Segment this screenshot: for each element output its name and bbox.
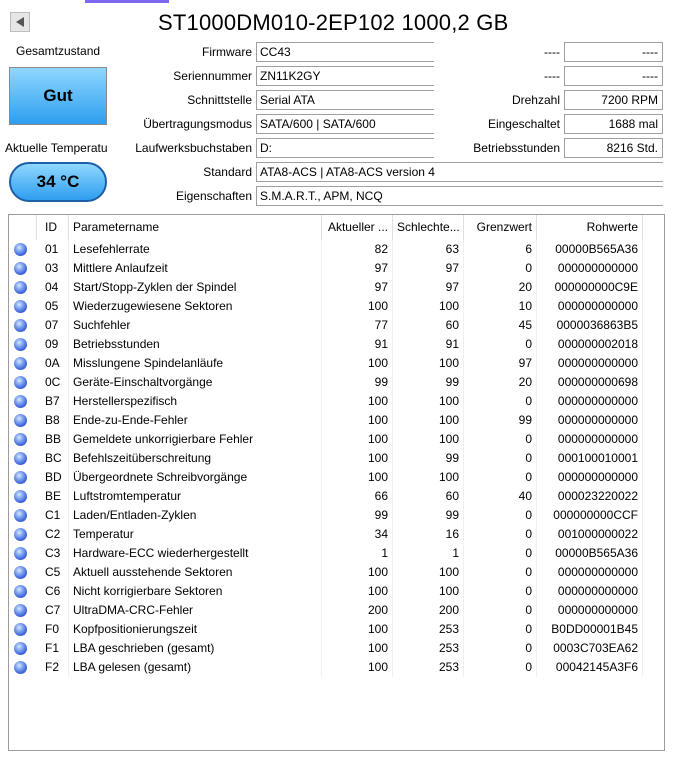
cell-id: 01	[37, 240, 69, 259]
cell-id: C3	[37, 544, 69, 563]
cell-current: 1	[322, 544, 393, 563]
cell-id: 07	[37, 316, 69, 335]
table-row[interactable]	[9, 297, 649, 316]
table-row[interactable]	[9, 335, 649, 354]
unknown-field-1: ----	[564, 42, 663, 62]
cell-id: F1	[37, 639, 69, 658]
cell-worst: 100	[393, 392, 464, 411]
cell-id: BE	[37, 487, 69, 506]
cell-raw-values: 000000000000	[537, 354, 643, 373]
cell-worst: 60	[393, 316, 464, 335]
cell-parameter-name: Suchfehler	[69, 316, 322, 335]
status-dot-icon	[14, 243, 27, 256]
cell-current: 100	[322, 411, 393, 430]
status-dot-icon	[14, 319, 27, 332]
cell-raw-values: 000000000000	[537, 582, 643, 601]
status-dot-icon	[14, 661, 27, 674]
cell-worst: 100	[393, 411, 464, 430]
cell-worst: 99	[393, 373, 464, 392]
drive-letter-label: Laufwerksbuchstaben	[135, 141, 252, 155]
column-parameter-name[interactable]: Parametername	[69, 215, 322, 240]
status-dot-icon	[14, 262, 27, 275]
window-accent-bar	[85, 0, 169, 3]
cell-current: 100	[322, 468, 393, 487]
cell-current: 66	[322, 487, 393, 506]
cell-worst: 91	[393, 335, 464, 354]
cell-worst: 16	[393, 525, 464, 544]
cell-threshold: 0	[464, 601, 537, 620]
status-dot-icon	[14, 452, 27, 465]
cell-current: 200	[322, 601, 393, 620]
column-raw-values[interactable]: Rohwerte	[537, 215, 643, 240]
cell-parameter-name: Misslungene Spindelanläufe	[69, 354, 322, 373]
table-row[interactable]	[9, 240, 649, 259]
cell-threshold: 97	[464, 354, 537, 373]
cell-threshold: 0	[464, 582, 537, 601]
cell-parameter-name: Mittlere Anlaufzeit	[69, 259, 322, 278]
cell-threshold: 0	[464, 620, 537, 639]
cell-id: 04	[37, 278, 69, 297]
serial-field: ZN11K2GY	[256, 66, 434, 86]
column-worst[interactable]: Schlechte...	[393, 215, 464, 240]
firmware-label: Firmware	[202, 45, 252, 59]
cell-worst: 100	[393, 297, 464, 316]
cell-id: C5	[37, 563, 69, 582]
drive-letter-field: D:	[256, 138, 434, 158]
cell-current: 97	[322, 278, 393, 297]
cell-threshold: 0	[464, 563, 537, 582]
interface-field: Serial ATA	[256, 90, 434, 110]
cell-worst: 99	[393, 506, 464, 525]
status-dot-icon	[14, 357, 27, 370]
status-dot-icon	[14, 604, 27, 617]
unknown-label-2: ----	[544, 69, 560, 83]
cell-worst: 97	[393, 278, 464, 297]
cell-raw-values: 000000000000	[537, 411, 643, 430]
cell-parameter-name: Hardware-ECC wiederhergestellt	[69, 544, 322, 563]
health-status-button[interactable]: Gut	[9, 67, 107, 125]
cell-threshold: 99	[464, 411, 537, 430]
cell-id: 09	[37, 335, 69, 354]
cell-id: BD	[37, 468, 69, 487]
cell-raw-values: 000000000000	[537, 430, 643, 449]
status-dot-icon	[14, 585, 27, 598]
cell-raw-values: 0003C703EA62	[537, 639, 643, 658]
table-row[interactable]	[9, 639, 649, 658]
status-dot-icon	[14, 509, 27, 522]
cell-threshold: 45	[464, 316, 537, 335]
firmware-field: CC43	[256, 42, 434, 62]
cell-worst: 100	[393, 430, 464, 449]
cell-id: 0A	[37, 354, 69, 373]
table-row[interactable]	[9, 658, 649, 677]
table-row[interactable]	[9, 316, 649, 335]
cell-worst: 63	[393, 240, 464, 259]
table-row[interactable]	[9, 411, 649, 430]
cell-current: 99	[322, 506, 393, 525]
cell-id: 0C	[37, 373, 69, 392]
table-row[interactable]	[9, 278, 649, 297]
table-row[interactable]	[9, 354, 649, 373]
cell-id: C2	[37, 525, 69, 544]
cell-current: 97	[322, 259, 393, 278]
cell-current: 100	[322, 658, 393, 677]
cell-threshold: 40	[464, 487, 537, 506]
cell-worst: 253	[393, 639, 464, 658]
cell-parameter-name: Lesefehlerrate	[69, 240, 322, 259]
cell-id: C7	[37, 601, 69, 620]
cell-worst: 99	[393, 449, 464, 468]
cell-threshold: 0	[464, 430, 537, 449]
cell-threshold: 0	[464, 468, 537, 487]
cell-parameter-name: Wiederzugewiesene Sektoren	[69, 297, 322, 316]
table-row[interactable]	[9, 620, 649, 639]
cell-raw-values: 000000000CCF	[537, 506, 643, 525]
status-dot-icon	[14, 395, 27, 408]
cell-id: BB	[37, 430, 69, 449]
cell-raw-values: 000023220022	[537, 487, 643, 506]
column-threshold[interactable]: Grenzwert	[464, 215, 537, 240]
table-row[interactable]	[9, 601, 649, 620]
status-dot-icon	[14, 566, 27, 579]
cell-raw-values: 000000000000	[537, 259, 643, 278]
cell-current: 100	[322, 430, 393, 449]
table-row[interactable]	[9, 487, 649, 506]
table-row[interactable]	[9, 525, 649, 544]
standard-field: ATA8-ACS | ATA8-ACS version 4	[256, 162, 663, 182]
cell-worst: 253	[393, 620, 464, 639]
cell-threshold: 0	[464, 639, 537, 658]
status-dot-icon	[14, 414, 27, 427]
cell-parameter-name: Gemeldete unkorrigierbare Fehler	[69, 430, 322, 449]
health-label: Gesamtzustand	[16, 44, 101, 58]
cell-current: 100	[322, 563, 393, 582]
cell-raw-values: 00000B565A36	[537, 240, 643, 259]
cell-worst: 100	[393, 468, 464, 487]
cell-parameter-name: LBA gelesen (gesamt)	[69, 658, 322, 677]
features-field: S.M.A.R.T., APM, NCQ	[256, 186, 663, 206]
status-dot-icon	[14, 642, 27, 655]
status-dot-icon	[14, 338, 27, 351]
status-dot-icon	[14, 433, 27, 446]
cell-raw-values: 000000000000	[537, 392, 643, 411]
cell-worst: 100	[393, 563, 464, 582]
cell-threshold: 0	[464, 525, 537, 544]
cell-parameter-name: Temperatur	[69, 525, 322, 544]
table-row[interactable]	[9, 506, 649, 525]
standard-label: Standard	[203, 165, 252, 179]
cell-parameter-name: Laden/Entladen-Zyklen	[69, 506, 322, 525]
cell-threshold: 20	[464, 373, 537, 392]
cell-id: F2	[37, 658, 69, 677]
previous-disk-button[interactable]	[10, 12, 30, 32]
cell-id: B8	[37, 411, 69, 430]
cell-threshold: 0	[464, 506, 537, 525]
temperature-button[interactable]: 34 °C	[9, 162, 107, 202]
smart-table[interactable]	[8, 214, 665, 751]
cell-parameter-name: LBA geschrieben (gesamt)	[69, 639, 322, 658]
cell-worst: 100	[393, 582, 464, 601]
cell-threshold: 10	[464, 297, 537, 316]
rotation-label: Drehzahl	[511, 93, 560, 107]
cell-threshold: 0	[464, 259, 537, 278]
cell-threshold: 0	[464, 658, 537, 677]
cell-threshold: 0	[464, 544, 537, 563]
table-row[interactable]	[9, 449, 649, 468]
table-row[interactable]	[9, 563, 649, 582]
cell-threshold: 0	[464, 449, 537, 468]
cell-threshold: 0	[464, 335, 537, 354]
status-dot-icon	[14, 623, 27, 636]
cell-parameter-name: Aktuell ausstehende Sektoren	[69, 563, 322, 582]
column-id[interactable]: ID	[37, 215, 69, 240]
power-on-count-label: Eingeschaltet	[487, 117, 560, 131]
status-dot-icon	[14, 300, 27, 313]
cell-id: 05	[37, 297, 69, 316]
table-row[interactable]	[9, 430, 649, 449]
rotation-field: 7200 RPM	[564, 90, 663, 110]
status-dot-icon	[14, 471, 27, 484]
column-current[interactable]: Aktueller ...	[322, 215, 393, 240]
cell-parameter-name: Kopfpositionierungszeit	[69, 620, 322, 639]
cell-worst: 100	[393, 354, 464, 373]
cell-raw-values: 00042145A3F6	[537, 658, 643, 677]
cell-raw-values: 0000036863B5	[537, 316, 643, 335]
table-row[interactable]	[9, 468, 649, 487]
cell-raw-values: 000100010001	[537, 449, 643, 468]
cell-worst: 253	[393, 658, 464, 677]
unknown-label-1: ----	[544, 45, 560, 59]
cell-threshold: 0	[464, 392, 537, 411]
cell-current: 100	[322, 354, 393, 373]
cell-raw-values: 001000000022	[537, 525, 643, 544]
cell-id: C6	[37, 582, 69, 601]
cell-parameter-name: Befehlszeitüberschreitung	[69, 449, 322, 468]
power-on-hours-label: Betriebsstunden	[473, 141, 560, 155]
cell-parameter-name: Start/Stopp-Zyklen der Spindel	[69, 278, 322, 297]
cell-current: 100	[322, 297, 393, 316]
power-on-count-field: 1688 mal	[564, 114, 663, 134]
status-dot-icon	[14, 490, 27, 503]
cell-current: 100	[322, 582, 393, 601]
features-label: Eigenschaften	[175, 189, 252, 203]
cell-raw-values: 000000000698	[537, 373, 643, 392]
cell-current: 100	[322, 392, 393, 411]
cell-raw-values: 000000000000	[537, 563, 643, 582]
power-on-hours-field: 8216 Std.	[564, 138, 663, 158]
disk-title: ST1000DM010-2EP102 1000,2 GB	[158, 10, 509, 35]
cell-parameter-name: Übergeordnete Schreibvorgänge	[69, 468, 322, 487]
table-row[interactable]	[9, 392, 649, 411]
status-dot-icon	[14, 547, 27, 560]
serial-label: Seriennummer	[173, 69, 252, 83]
cell-current: 91	[322, 335, 393, 354]
status-dot-icon	[14, 376, 27, 389]
cell-parameter-name: Nicht korrigierbare Sektoren	[69, 582, 322, 601]
table-row[interactable]	[9, 582, 649, 601]
cell-raw-values: 000000002018	[537, 335, 643, 354]
cell-current: 34	[322, 525, 393, 544]
table-row[interactable]	[9, 259, 649, 278]
cell-current: 100	[322, 620, 393, 639]
cell-parameter-name: Ende-zu-Ende-Fehler	[69, 411, 322, 430]
cell-parameter-name: Geräte-Einschaltvorgänge	[69, 373, 322, 392]
cell-current: 100	[322, 449, 393, 468]
cell-raw-values: 000000000000	[537, 297, 643, 316]
cell-raw-values: B0DD00001B45	[537, 620, 643, 639]
status-dot-icon	[14, 528, 27, 541]
cell-id: 03	[37, 259, 69, 278]
cell-raw-values: 00000B565A36	[537, 544, 643, 563]
cell-worst: 1	[393, 544, 464, 563]
cell-id: C1	[37, 506, 69, 525]
cell-raw-values: 000000000000	[537, 468, 643, 487]
cell-current: 82	[322, 240, 393, 259]
temperature-label: Aktuelle Temperatu	[5, 141, 108, 155]
cell-id: B7	[37, 392, 69, 411]
cell-threshold: 20	[464, 278, 537, 297]
cell-current: 77	[322, 316, 393, 335]
cell-parameter-name: Herstellerspezifisch	[69, 392, 322, 411]
smart-table-header	[9, 215, 649, 240]
interface-label: Schnittstelle	[187, 93, 252, 107]
transfer-mode-label: Übertragungsmodus	[143, 117, 252, 131]
transfer-mode-field: SATA/600 | SATA/600	[256, 114, 434, 134]
cell-parameter-name: Luftstromtemperatur	[69, 487, 322, 506]
cell-worst: 60	[393, 487, 464, 506]
cell-worst: 200	[393, 601, 464, 620]
arrow-left-icon	[16, 17, 24, 27]
cell-worst: 97	[393, 259, 464, 278]
table-row[interactable]	[9, 373, 649, 392]
cell-parameter-name: Betriebsstunden	[69, 335, 322, 354]
cell-raw-values: 000000000C9E	[537, 278, 643, 297]
cell-raw-values: 000000000000	[537, 601, 643, 620]
cell-threshold: 6	[464, 240, 537, 259]
cell-id: F0	[37, 620, 69, 639]
cell-parameter-name: UltraDMA-CRC-Fehler	[69, 601, 322, 620]
status-dot-icon	[14, 281, 27, 294]
cell-current: 100	[322, 639, 393, 658]
column-status[interactable]	[9, 215, 37, 240]
table-row[interactable]	[9, 544, 649, 563]
cell-current: 99	[322, 373, 393, 392]
unknown-field-2: ----	[564, 66, 663, 86]
cell-id: BC	[37, 449, 69, 468]
